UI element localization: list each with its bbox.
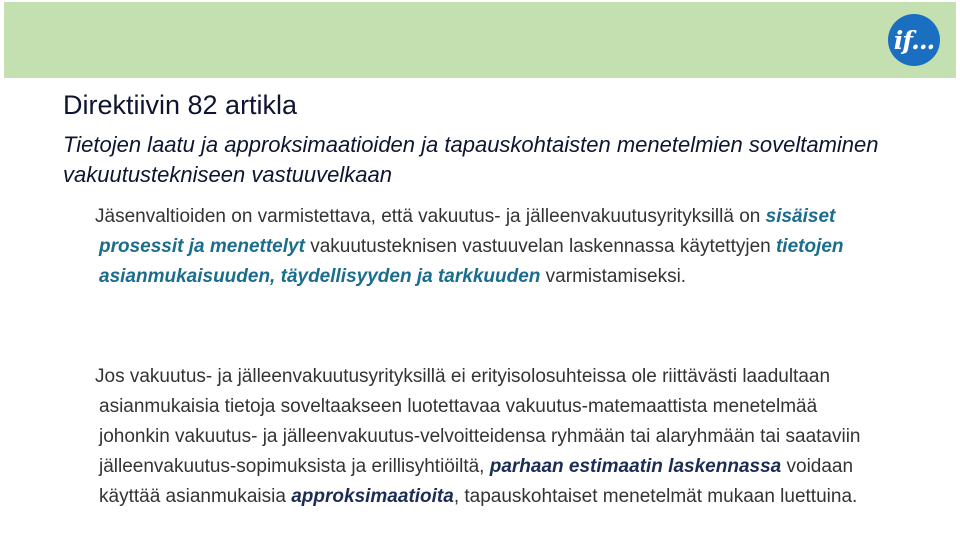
paragraph-1-text-b: vakuutusteknisen vastuuvelan laskennassa käytettyjen — [304, 236, 776, 257]
paragraph-1 — [95, 202, 899, 292]
paragraph-2-text-c: , tapauskohtaiset menetelmät mukaan luettuina. — [453, 486, 858, 507]
paragraph-1-text-a: Jäsenvaltioiden on varmistettava, että vakuutus- ja jälleenvakuutusyrityksillä on — [95, 206, 766, 227]
header-band — [4, 2, 956, 78]
paragraph-2-highlight-a: parhaan estimaatin laskennassa — [489, 456, 782, 477]
paragraph-2 — [95, 362, 879, 512]
paragraph-2-highlight-b: approksimaatioita — [291, 486, 454, 507]
if-logo: if... — [888, 14, 940, 66]
paragraph-1-highlight-a: sisäiset prosessit ja menettelyt — [99, 206, 836, 257]
paragraph-2-text-a: Jos vakuutus- ja jälleenvakuutusyrityksillä ei erityisolosuhteissa ole riittävästi laadultaan asianmukaisia tietoja soveltaakseen luotettavaa vakuutus-matemaattista menetelmää johonkin vakuutus- ja jälleenvakuutus-velvoitteidensa ryhmään tai alaryhmään tai saataviin jälleenvakuutus-sopimuksista ja erillisyhtiöiltä, — [95, 366, 861, 477]
page-title: Direktiivin 82 artikla — [63, 90, 298, 120]
paragraph-1-text-c: varmistamiseksi. — [540, 266, 687, 287]
paragraph-1-highlight-b: tietojen asianmukaisuuden, täydellisyyden ja tarkkuuden — [99, 236, 844, 287]
paragraph-2-text-b: voidaan käyttää asianmukaisia — [99, 456, 854, 507]
page-subtitle: Tietojen laatu ja approksimaatioiden ja tapauskohtaisten menetelmien soveltaminen vakuutustekniseen vastuuvelkaan — [63, 132, 879, 187]
